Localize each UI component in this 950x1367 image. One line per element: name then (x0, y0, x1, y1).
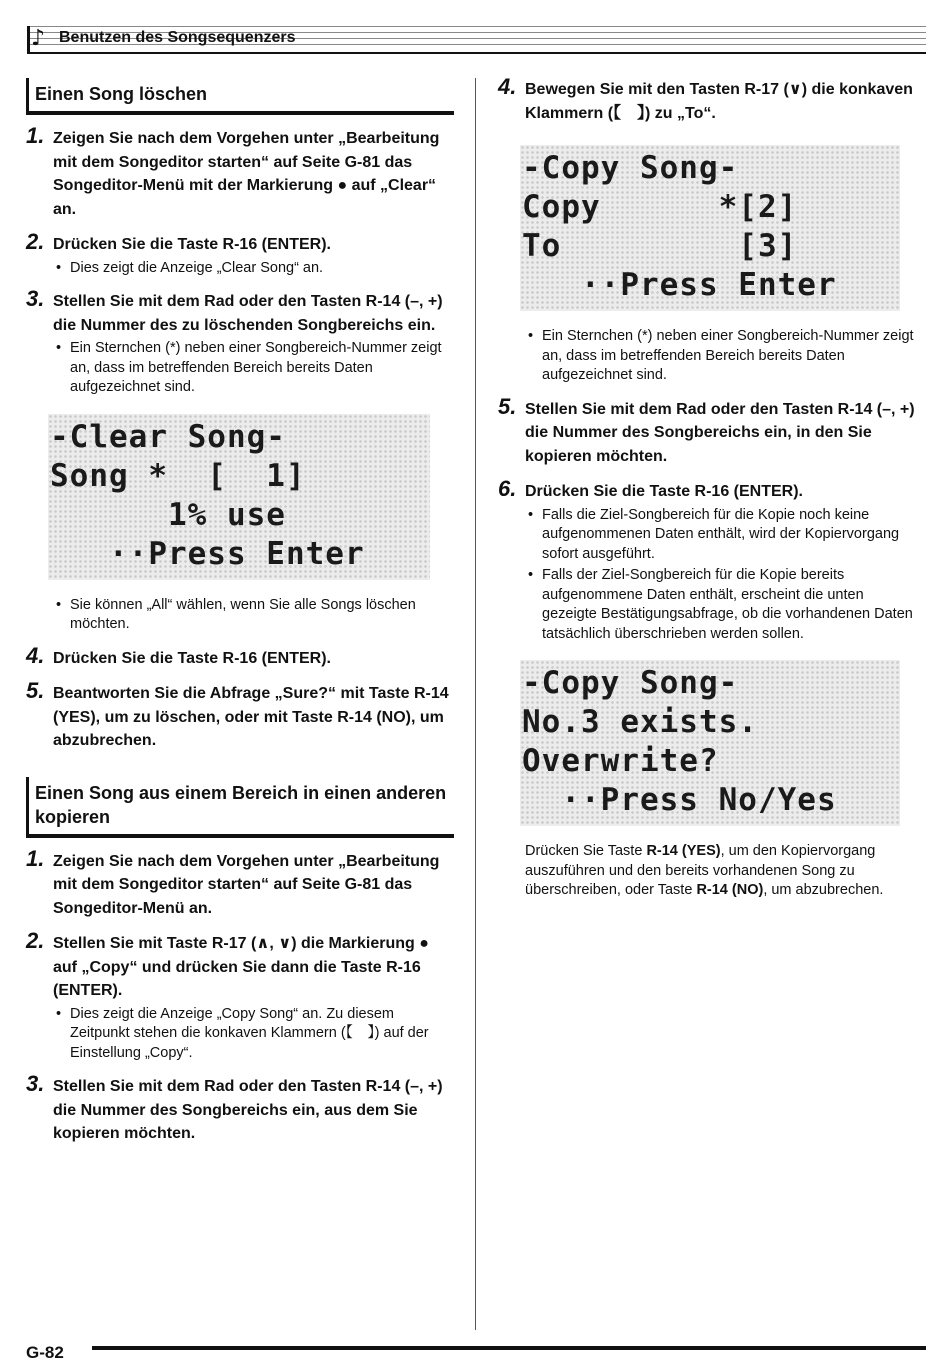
key-label: R-14 (YES) (646, 843, 721, 859)
text-run: Drücken Sie Taste (525, 843, 647, 859)
lcd-clear-song (48, 414, 430, 580)
closing-paragraph (525, 842, 920, 901)
step-text: Drücken Sie die Taste R-16 (ENTER). (53, 236, 331, 253)
step-number: 1. (26, 123, 45, 148)
step (26, 286, 454, 337)
lcd-copy-song (520, 145, 900, 311)
lcd-line: Song * [ 1] (50, 457, 306, 494)
step-number: 1. (26, 845, 45, 871)
footer-rule (92, 1346, 926, 1350)
step-text: Drücken Sie die Taste R-16 (ENTER). (53, 649, 331, 667)
lcd-line: To [3] (522, 228, 798, 264)
step-number: 4. (498, 74, 517, 99)
lcd-line: Overwrite? (522, 743, 719, 779)
step-number: 3. (26, 1071, 45, 1096)
key-label: R-14 (NO) (696, 882, 764, 898)
right-column (498, 74, 920, 901)
column-divider (475, 78, 476, 1330)
lcd-line: ··Press No/Yes (522, 782, 837, 818)
step (26, 123, 454, 221)
lcd-line: 1% use (50, 496, 286, 533)
step (498, 393, 920, 469)
step-text: Stellen Sie mit Taste R-17 (∧, ∨) die Markierung ● auf „Copy“ und drücken Sie dann die Taste R-16 (ENTER). (53, 935, 429, 999)
text-run: , um abzubrechen. (763, 882, 884, 898)
step-text: Beantworten Sie die Abfrage „Sure?“ mit Taste R-14 (YES), um zu löschen, oder mit Taste R-14 (NO), um abzubrechen. (53, 685, 449, 749)
lcd-line: ··Press Enter (50, 535, 365, 572)
left-column (26, 78, 454, 1146)
lcd-line: -Copy Song- (522, 150, 739, 186)
step (26, 678, 454, 753)
bullet-note: • Dies zeigt die Anzeige „Clear Song“ an. (53, 259, 454, 279)
bullet-note: • Sie können „All“ wählen, wenn Sie alle Songs löschen möchten. (53, 596, 454, 635)
step (26, 1071, 454, 1146)
page-number: G-82 (26, 1343, 64, 1362)
header-title: Benutzen des Songsequenzers (59, 29, 296, 46)
step (26, 928, 454, 1003)
page-header (27, 26, 926, 54)
lcd-line: -Clear Song- (50, 418, 286, 455)
step-text: Stellen Sie mit dem Rad oder den Tasten R-14 (–, +) die Nummer des zu löschenden Songbereichs ein. (53, 293, 443, 334)
step-number: 6. (498, 476, 517, 501)
lcd-line: No.3 exists. (522, 704, 758, 740)
bullet-note: • Falls die Ziel-Songbereich für die Kopie noch keine aufgenommenen Daten enthält, wird der Kopiervorgang sofort ausgeführt. (525, 506, 920, 565)
step-text: Drücken Sie die Taste R-16 (ENTER). (525, 483, 803, 500)
step (26, 229, 454, 257)
text-run: , um den Kopiervorgang auszuführen und den bereits vorhandenen Song zu überschreiben, oder Taste (525, 843, 876, 898)
bullet-note: • Ein Sternchen (*) neben einer Songbereich-Nummer zeigt an, dass im betreffenden Bereich bereits Daten aufgezeichnet sind. (525, 327, 920, 386)
step (498, 74, 920, 125)
lcd-line: Copy *[2] (522, 189, 798, 225)
step-number: 3. (26, 286, 45, 311)
step-number: 2. (26, 229, 45, 254)
step (498, 476, 920, 504)
step-number: 4. (26, 642, 45, 668)
section-title-delete: Einen Song löschen (26, 78, 454, 115)
step-text: Zeigen Sie nach dem Vorgehen unter „Bearbeitung mit dem Songeditor starten“ auf Seite G-81 das Songeditor-Menü mit der Markierung ● auf „Clear“ an. (53, 130, 440, 218)
step-number: 5. (26, 678, 45, 703)
section-title-copy: Einen Song aus einem Bereich in einen anderen kopieren (26, 777, 454, 838)
step-text: Stellen Sie mit dem Rad oder den Tasten R-14 (–, +) die Nummer des Songbereichs ein, in den Sie kopieren möchten. (525, 400, 915, 465)
step-number: 5. (498, 393, 517, 419)
lcd-line: ··Press Enter (522, 267, 837, 303)
step-text: Stellen Sie mit dem Rad oder den Tasten R-14 (–, +) die Nummer des Songbereichs ein, aus dem Sie kopieren möchten. (53, 1078, 443, 1142)
step (26, 845, 454, 921)
lcd-overwrite (520, 660, 900, 826)
lcd-line: -Copy Song- (522, 665, 739, 701)
step-text: Bewegen Sie mit den Tasten R-17 (∨) die konkaven Klammern (【 】) zu „To“. (525, 81, 913, 122)
music-note-icon: ♪ (31, 26, 46, 51)
step-text: Zeigen Sie nach dem Vorgehen unter „Bearbeitung mit dem Songeditor starten“ auf Seite G-81 das Songeditor-Menü an. (53, 852, 440, 917)
step (26, 642, 454, 671)
bullet-note: • Falls der Ziel-Songbereich für die Kopie bereits aufgenommene Daten enthält, erscheint die unten gezeigte Bestätigungsabfrage, ob die vorhandenen Daten tatsächlich überschrieben werden sollen. (525, 566, 920, 644)
step-number: 2. (26, 928, 45, 953)
bullet-note: • Ein Sternchen (*) neben einer Songbereich-Nummer zeigt an, dass im betreffenden Bereich bereits Daten aufgezeichnet sind. (53, 339, 454, 398)
bullet-note: • Dies zeigt die Anzeige „Copy Song“ an. Zu diesem Zeitpunkt stehen die konkaven Klammern (【 】) auf der Einstellung „Copy“. (53, 1005, 454, 1064)
